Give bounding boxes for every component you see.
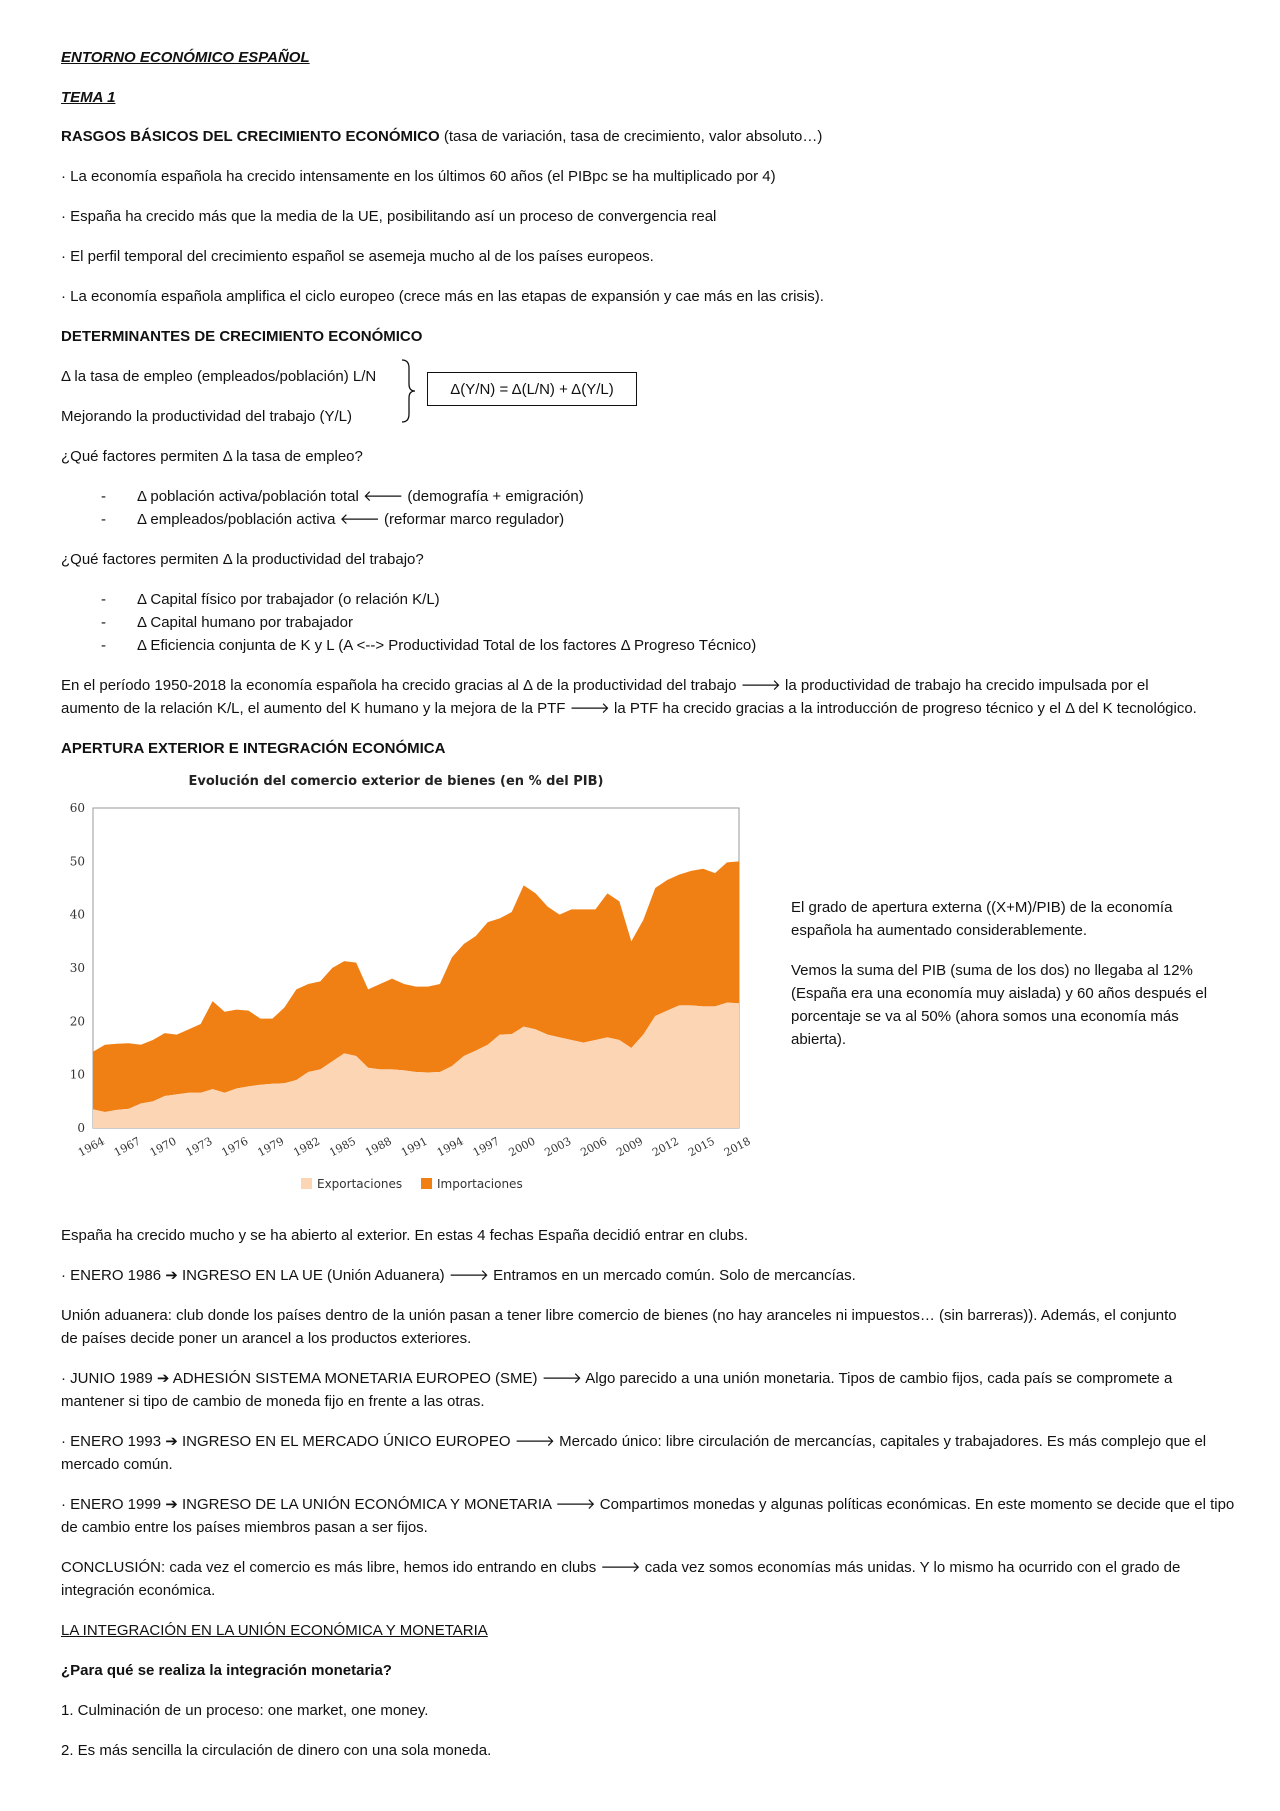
side-text-line: abierta). xyxy=(791,1031,847,1048)
side-text-line: porcentaje se va al 50% (ahora somos una economía más xyxy=(791,1008,1179,1025)
determinant-employment: Δ la tasa de empleo (empleados/población) L/N xyxy=(61,368,377,385)
paragraph-line: mantener si tipo de cambio de moneda fijo en frente a las otras. xyxy=(61,1393,485,1410)
dash-bullet: - xyxy=(101,637,106,654)
event-1999: · ENERO 1999 ➔ INGRESO DE LA UNIÓN ECONÓMICA Y MONETARIA 🡒 Compartimos monedas y algunas políticas económicas. En este momento se decide que el tipo xyxy=(61,1496,1235,1513)
list-item: · La economía española amplifica el ciclo europeo (crece más en las etapas de expansión y cae más en las crisis). xyxy=(61,288,824,305)
event-1993: · ENERO 1993 ➔ INGRESO EN EL MERCADO ÚNICO EUROPEO 🡒 Mercado único: libre circulación de mercancías, capitales y trabajadores. Es más complejo que el xyxy=(61,1433,1207,1450)
x-tick-label: 1997 xyxy=(470,1134,502,1160)
side-text-line: española ha aumentado considerablemente. xyxy=(791,922,1088,939)
paragraph-line: aumento de la relación K/L, el aumento del K humano y la mejora de la PTF 🡒 la PTF ha crecido gracias a la introducción de progreso técnico y el Δ del K tecnológico. xyxy=(61,700,1197,717)
list-item: · La economía española ha crecido intensamente en los últimos 60 años (el PIBpc se ha multiplicado por 4) xyxy=(61,168,776,185)
growth-formula: Δ(Y/N) = Δ(L/N) + Δ(Y/L) xyxy=(450,380,614,398)
legend-label-importaciones: Importaciones xyxy=(437,1177,523,1191)
paragraph-line: España ha crecido mucho y se ha abierto al exterior. En estas 4 fechas España decidió entrar en clubs. xyxy=(61,1227,749,1244)
x-tick-label: 2012 xyxy=(650,1134,681,1160)
list-item: · España ha crecido más que la media de la UE, posibilitando así un proceso de convergencia real xyxy=(61,208,717,225)
document-title: ENTORNO ECONÓMICO ESPAÑOL xyxy=(61,49,310,66)
list-item: 1. Culminación de un proceso: one market, one money. xyxy=(61,1702,429,1719)
section-heading-determinantes: DETERMINANTES DE CRECIMIENTO ECONÓMICO xyxy=(61,328,423,345)
paragraph-line: En el período 1950-2018 la economía española ha crecido gracias al Δ de la productividad del trabajo 🡒 la productividad de trabajo ha crecido impulsada por el xyxy=(61,677,1149,694)
x-tick-label: 2015 xyxy=(686,1134,717,1160)
x-tick-label: 1985 xyxy=(327,1134,358,1160)
x-tick-label: 1967 xyxy=(111,1134,143,1160)
chart-title: Evolución del comercio exterior de bienes (en % del PIB) xyxy=(188,774,604,789)
conclusion-line: integración económica. xyxy=(61,1582,216,1599)
y-tick-label: 30 xyxy=(69,961,85,975)
y-tick-label: 40 xyxy=(69,907,85,922)
dash-bullet: - xyxy=(101,488,106,505)
y-tick-label: 60 xyxy=(69,801,85,815)
side-text-line: (España era una economía muy aislada) y 60 años después el xyxy=(791,985,1208,1002)
x-tick-label: 2003 xyxy=(542,1134,574,1160)
paragraph-line: de países decide poner un arancel a los productos exteriores. xyxy=(61,1330,472,1347)
trade-area-chart xyxy=(61,768,761,1210)
event-1989: · JUNIO 1989 ➔ ADHESIÓN SISTEMA MONETARIA EUROPEO (SME) 🡒 Algo parecido a una unión monetaria. Tipos de cambio fijos, cada país se compromete a xyxy=(61,1370,1173,1387)
dash-bullet: - xyxy=(101,591,106,608)
section-heading-integracion: LA INTEGRACIÓN EN LA UNIÓN ECONÓMICA Y MONETARIA xyxy=(61,1622,488,1639)
tema-heading: TEMA 1 xyxy=(61,89,116,106)
dash-bullet: - xyxy=(101,614,106,631)
y-tick-label: 20 xyxy=(69,1014,85,1029)
x-tick-label: 2009 xyxy=(614,1134,646,1160)
list-item: Δ Capital humano por trabajador xyxy=(137,614,353,631)
question-integration: ¿Para qué se realiza la integración monetaria? xyxy=(61,1662,392,1679)
side-text-line: El grado de apertura externa ((X+M)/PIB) de la economía xyxy=(791,899,1173,916)
x-tick-label: 1964 xyxy=(75,1134,107,1160)
side-text-line: Vemos la suma del PIB (suma de los dos) no llegaba al 12% xyxy=(791,962,1193,979)
x-tick-label: 1988 xyxy=(363,1134,394,1160)
growth-formula-box xyxy=(427,372,637,406)
x-tick-label: 2006 xyxy=(578,1134,610,1160)
heading-text: RASGOS BÁSICOS DEL CRECIMIENTO ECONÓMICO xyxy=(61,128,440,145)
question-productivity: ¿Qué factores permiten Δ la productividad del trabajo? xyxy=(61,551,424,568)
heading-note: (tasa de variación, tasa de crecimiento, valor absoluto…) xyxy=(439,128,823,145)
y-tick-label: 50 xyxy=(69,854,85,869)
x-tick-label: 1982 xyxy=(291,1134,323,1160)
legend-swatch-importaciones xyxy=(421,1178,432,1189)
list-item: Δ Eficiencia conjunta de K y L (A <--> Productividad Total de los factores Δ Progreso Técnico) xyxy=(137,637,757,654)
list-item: · El perfil temporal del crecimiento español se asemeja mucho al de los países europeos. xyxy=(61,248,654,265)
paragraph-line: de cambio entre los países miembros pasan a ser fijos. xyxy=(61,1519,428,1536)
list-item: 2. Es más sencilla la circulación de dinero con una sola moneda. xyxy=(61,1742,492,1759)
x-tick-label: 1976 xyxy=(219,1134,251,1160)
y-tick-label: 10 xyxy=(69,1067,85,1082)
x-tick-label: 1979 xyxy=(255,1134,287,1160)
x-tick-label: 2000 xyxy=(506,1134,538,1160)
right-brace xyxy=(400,358,420,424)
x-tick-label: 1994 xyxy=(434,1134,466,1160)
paragraph-line: mercado común. xyxy=(61,1456,173,1473)
section-heading-apertura: APERTURA EXTERIOR E INTEGRACIÓN ECONÓMICA xyxy=(61,740,446,757)
list-item: Δ empleados/población activa 🡐 (reformar marco regulador) xyxy=(137,511,565,528)
conclusion-line: CONCLUSIÓN: cada vez el comercio es más libre, hemos ido entrando en clubs 🡒 cada vez somos economías más unidas. Y lo mismo ha ocurrido con el grado de xyxy=(61,1559,1181,1576)
determinant-productivity: Mejorando la productividad del trabajo (Y/L) xyxy=(61,408,352,425)
list-item: Δ Capital físico por trabajador (o relación K/L) xyxy=(137,591,440,608)
x-tick-label: 1970 xyxy=(147,1134,179,1160)
event-1986: · ENERO 1986 ➔ INGRESO EN LA UE (Unión Aduanera) 🡒 Entramos en un mercado común. Solo de mercancías. xyxy=(61,1267,856,1284)
legend-label-exportaciones: Exportaciones xyxy=(317,1177,403,1191)
list-item: Δ población activa/población total 🡐 (demografía + emigración) xyxy=(137,488,584,505)
dash-bullet: - xyxy=(101,511,106,528)
x-tick-label: 2018 xyxy=(721,1134,753,1160)
y-tick-label: 0 xyxy=(77,1121,85,1135)
section-heading-rasgos xyxy=(61,127,822,147)
legend-swatch-exportaciones xyxy=(301,1178,312,1189)
paragraph-line: Unión aduanera: club donde los países dentro de la unión pasan a tener libre comercio de bienes (no hay aranceles ni impuestos… (sin barreras)). Además, el conjunto xyxy=(61,1307,1177,1324)
x-tick-label: 1973 xyxy=(183,1134,215,1160)
x-tick-label: 1991 xyxy=(398,1134,430,1160)
question-employment: ¿Qué factores permiten Δ la tasa de empleo? xyxy=(61,448,363,465)
